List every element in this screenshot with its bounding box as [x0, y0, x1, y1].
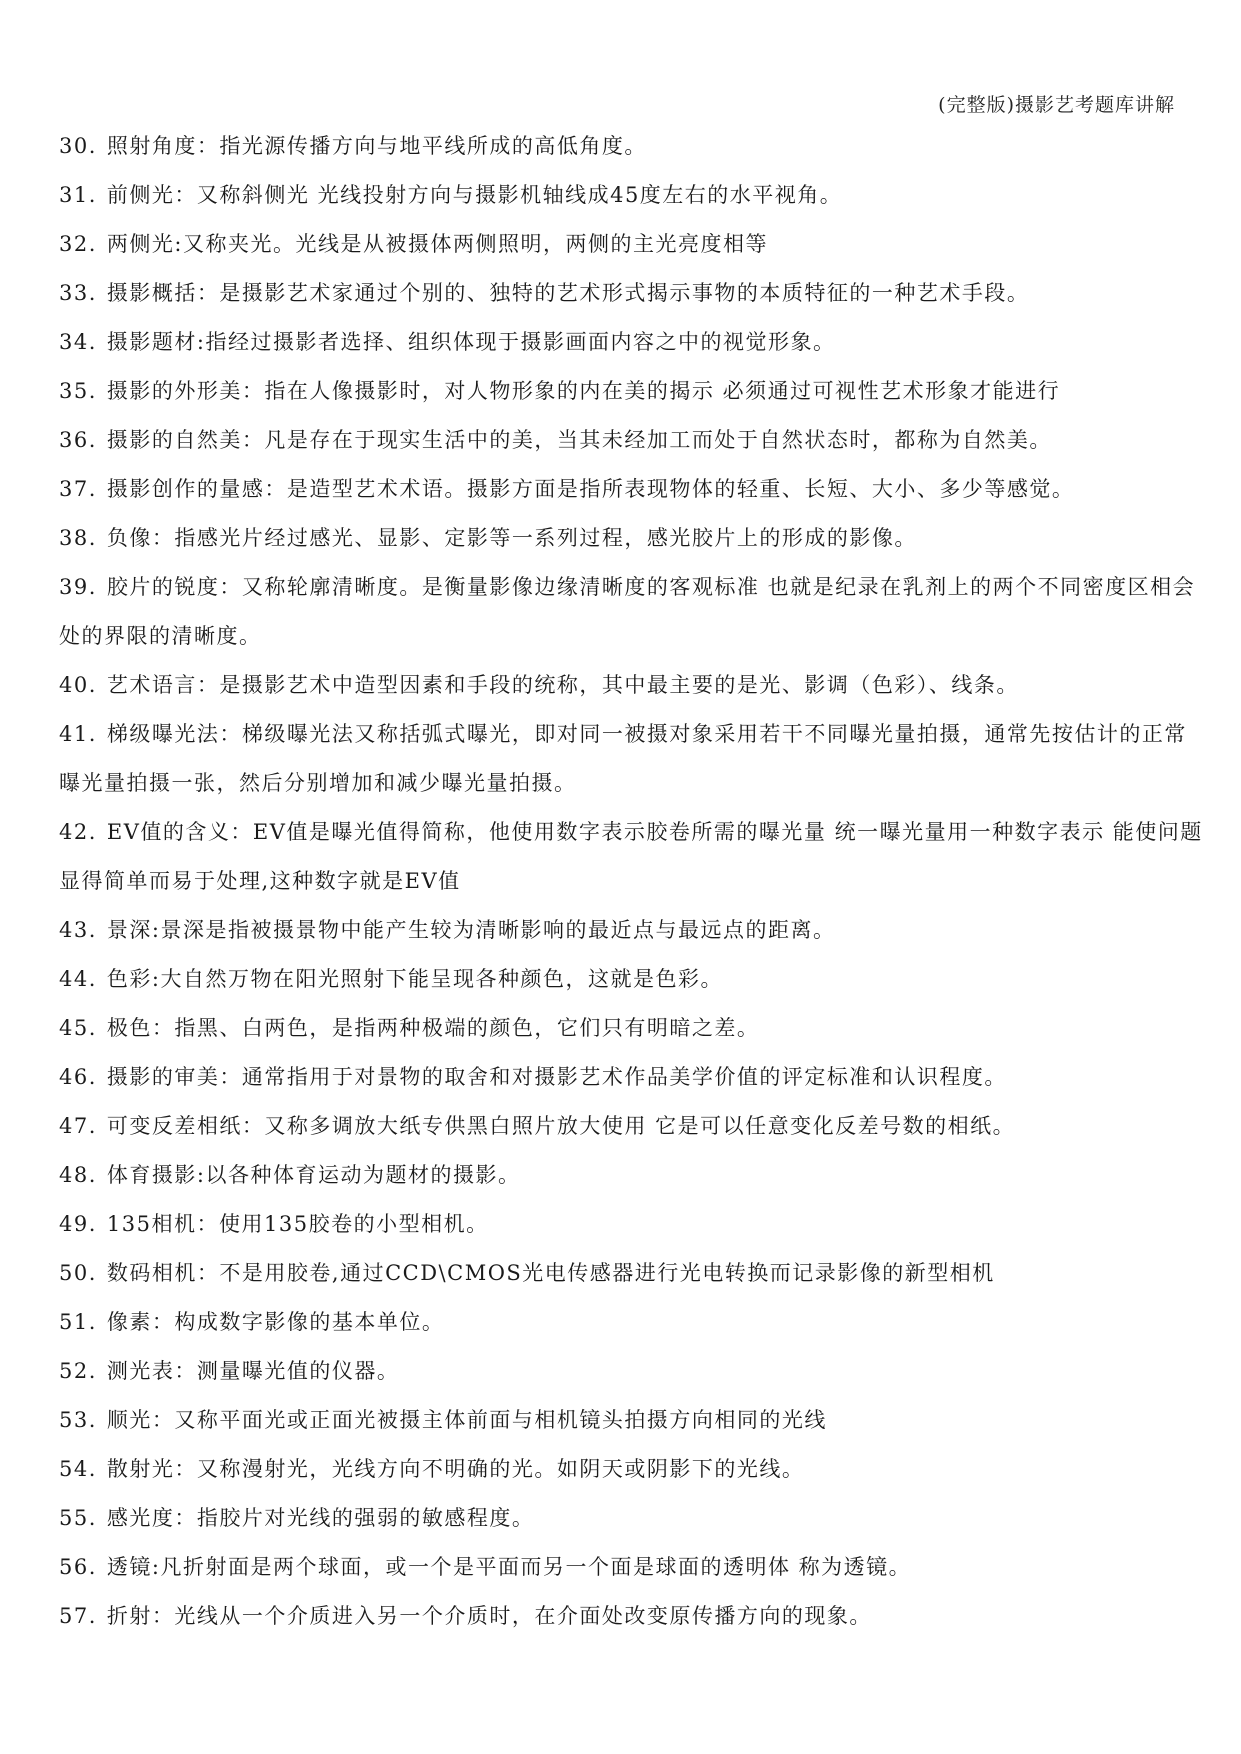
entry-number: 50. — [59, 1261, 97, 1285]
list-item — [59, 1347, 1209, 1396]
entry-text: 艺术语言：是摄影艺术中造型因素和手段的统称，其中最主要的是光、影调（色彩）、线条。 — [106, 673, 1019, 697]
entry-number: 53. — [59, 1408, 97, 1432]
entry-number: 52. — [59, 1359, 97, 1383]
entry-text: 极色：指黑、白两色，是指两种极端的颜色，它们只有明暗之差。 — [106, 1016, 760, 1040]
list-item — [59, 1494, 1209, 1543]
entry-number: 44. — [59, 967, 97, 991]
page-header-title: (完整版)摄影艺考题库讲解 — [938, 94, 1175, 116]
entry-text: 摄影的外形美：指在人像摄影时，对人物形象的内在美的揭示 必须通过可视性艺术形象才能进行 — [106, 379, 1061, 403]
list-item — [59, 1249, 1209, 1298]
list-item — [59, 1445, 1209, 1494]
entry-number: 46. — [59, 1065, 97, 1089]
entry-text: 摄影的自然美：凡是存在于现实生活中的美，当其未经加工而处于自然状态时，都称为自然美。 — [106, 428, 1052, 452]
list-item — [59, 171, 1209, 220]
entry-number: 56. — [59, 1555, 97, 1579]
entry-number: 35. — [59, 379, 97, 403]
list-item — [59, 563, 1209, 661]
entry-text: 前侧光：又称斜侧光 光线投射方向与摄影机轴线成45度左右的水平视角。 — [106, 183, 843, 207]
entry-text: 透镜:凡折射面是两个球面，或一个是平面而另一个面是球面的透明体 称为透镜。 — [106, 1555, 912, 1579]
entry-number: 49. — [59, 1212, 97, 1236]
entry-text: 像素：构成数字影像的基本单位。 — [106, 1310, 445, 1334]
entry-text: 数码相机：不是用胶卷,通过CCD\CMOS光电传感器进行光电转换而记录影像的新型相机 — [106, 1261, 995, 1285]
entry-number: 30. — [59, 134, 97, 158]
list-item — [59, 1200, 1209, 1249]
entry-text: 色彩:大自然万物在阳光照射下能呈现各种颜色，这就是色彩。 — [106, 967, 723, 991]
entry-number: 38. — [59, 526, 97, 550]
entry-number: 48. — [59, 1163, 97, 1187]
entry-number: 45. — [59, 1016, 97, 1040]
entry-text: 景深:景深是指被摄景物中能产生较为清晰影响的最近点与最远点的距离。 — [106, 918, 836, 942]
entry-text: 摄影创作的量感：是造型艺术术语。摄影方面是指所表现物体的轻重、长短、大小、多少等感觉。 — [106, 477, 1075, 501]
entry-number: 33. — [59, 281, 97, 305]
entry-number: 51. — [59, 1310, 97, 1334]
list-item — [59, 1396, 1209, 1445]
entry-text: 顺光：又称平面光或正面光被摄主体前面与相机镜头拍摄方向相同的光线 — [106, 1408, 827, 1432]
entry-text: EV值的含义：EV值是曝光值得简称，他使用数字表示胶卷所需的曝光量 统一曝光量用一种数字表示 能使问题显得简单而易于处理,这种数字就是EV值 — [59, 820, 1203, 893]
entry-text: 135相机：使用135胶卷的小型相机。 — [106, 1212, 489, 1236]
list-item — [59, 1053, 1209, 1102]
entry-text: 体育摄影:以各种体育运动为题材的摄影。 — [106, 1163, 521, 1187]
list-item — [59, 318, 1209, 367]
entry-number: 54. — [59, 1457, 97, 1481]
list-item — [59, 416, 1209, 465]
entry-text: 胶片的锐度：又称轮廓清晰度。是衡量影像边缘清晰度的客观标准 也就是纪录在乳剂上的两个不同密度区相会处的界限的清晰度。 — [59, 575, 1196, 648]
entry-list — [59, 122, 1209, 1641]
list-item — [59, 1592, 1209, 1641]
entry-text: 可变反差相纸：又称多调放大纸专供黑白照片放大使用 它是可以任意变化反差号数的相纸。 — [106, 1114, 1016, 1138]
entry-text: 感光度：指胶片对光线的强弱的敏感程度。 — [106, 1506, 535, 1530]
entry-number: 42. — [59, 820, 97, 844]
list-item — [59, 1004, 1209, 1053]
entry-text: 折射：光线从一个介质进入另一个介质时，在介面处改变原传播方向的现象。 — [106, 1604, 872, 1628]
list-item — [59, 269, 1209, 318]
entry-number: 32. — [59, 232, 97, 256]
entry-number: 57. — [59, 1604, 97, 1628]
list-item — [59, 1543, 1209, 1592]
list-item — [59, 1102, 1209, 1151]
list-item — [59, 808, 1209, 906]
list-item — [59, 465, 1209, 514]
entry-text: 测光表：测量曝光值的仪器。 — [106, 1359, 400, 1383]
entry-number: 41. — [59, 722, 97, 746]
entry-number: 47. — [59, 1114, 97, 1138]
entry-number: 40. — [59, 673, 97, 697]
entry-number: 39. — [59, 575, 97, 599]
list-item — [59, 955, 1209, 1004]
list-item — [59, 1298, 1209, 1347]
entry-text: 梯级曝光法：梯级曝光法又称括弧式曝光，即对同一被摄对象采用若干不同曝光量拍摄，通常先按估计的正常曝光量拍摄一张，然后分别增加和减少曝光量拍摄。 — [59, 722, 1187, 795]
entry-text: 摄影题材:指经过摄影者选择、组织体现于摄影画面内容之中的视觉形象。 — [106, 330, 836, 354]
entry-number: 34. — [59, 330, 97, 354]
entry-number: 55. — [59, 1506, 97, 1530]
entry-number: 43. — [59, 918, 97, 942]
entry-text: 摄影的审美：通常指用于对景物的取舍和对摄影艺术作品美学价值的评定标准和认识程度。 — [106, 1065, 1007, 1089]
entry-number: 36. — [59, 428, 97, 452]
list-item — [59, 122, 1209, 171]
list-item — [59, 710, 1209, 808]
entry-text: 散射光：又称漫射光，光线方向不明确的光。如阴天或阴影下的光线。 — [106, 1457, 805, 1481]
list-item — [59, 1151, 1209, 1200]
entry-text: 负像：指感光片经过感光、显影、定影等一系列过程，感光胶片上的形成的影像。 — [106, 526, 917, 550]
entry-number: 37. — [59, 477, 97, 501]
list-item — [59, 220, 1209, 269]
entry-text: 两侧光:又称夹光。光线是从被摄体两侧照明，两侧的主光亮度相等 — [106, 232, 768, 256]
entry-number: 31. — [59, 183, 97, 207]
entry-text: 摄影概括：是摄影艺术家通过个别的、独特的艺术形式揭示事物的本质特征的一种艺术手段。 — [106, 281, 1030, 305]
list-item — [59, 367, 1209, 416]
list-item — [59, 661, 1209, 710]
list-item — [59, 906, 1209, 955]
entry-text: 照射角度：指光源传播方向与地平线所成的高低角度。 — [106, 134, 647, 158]
list-item — [59, 514, 1209, 563]
